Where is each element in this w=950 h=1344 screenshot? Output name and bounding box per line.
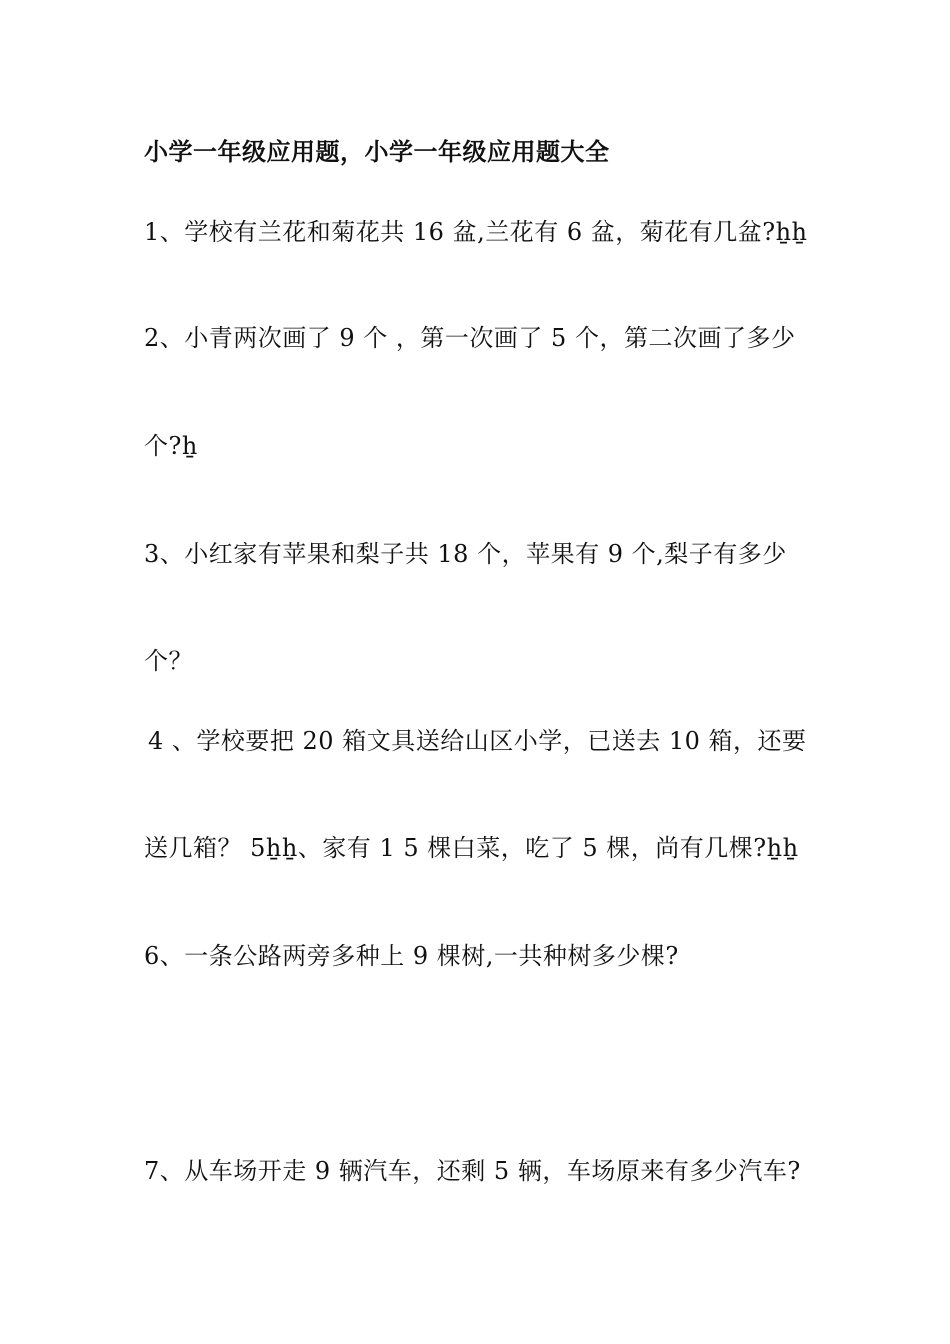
question-6-line: 6、一条公路两旁多种上 9 棵树,一共种树多少棵? [144,942,679,970]
page-title: 小学一年级应用题，小学一年级应用题大全 [144,138,610,166]
question-3-line-2: 个？ [144,647,193,675]
question-1-line: 1、学校有兰花和菊花共 16 盆,兰花有 6 盆，菊花有几盆?ẖẖ [144,218,808,246]
question-3-line-1: 3、小红家有苹果和梨子共 18 个，苹果有 9 个,梨子有多少 [144,540,787,568]
question-7-line: 7、从车场开走 9 辆汽车，还剩 5 辆，车场原来有多少汽车? [144,1157,801,1185]
question-2-line-1: 2、小青两次画了 9 个 ，第一次画了 5 个，第二次画了多少 [144,324,796,352]
question-2-line-2: 个?ẖ [144,432,198,460]
question-4-5-line: 送几箱？ 5ẖẖ、家有 1 5 棵白菜，吃了 5 棵，尚有几棵?ẖẖ [144,834,799,862]
question-4-line-1: 4 、学校要把 20 箱文具送给山区小学，已送去 10 箱，还要 [148,727,807,755]
